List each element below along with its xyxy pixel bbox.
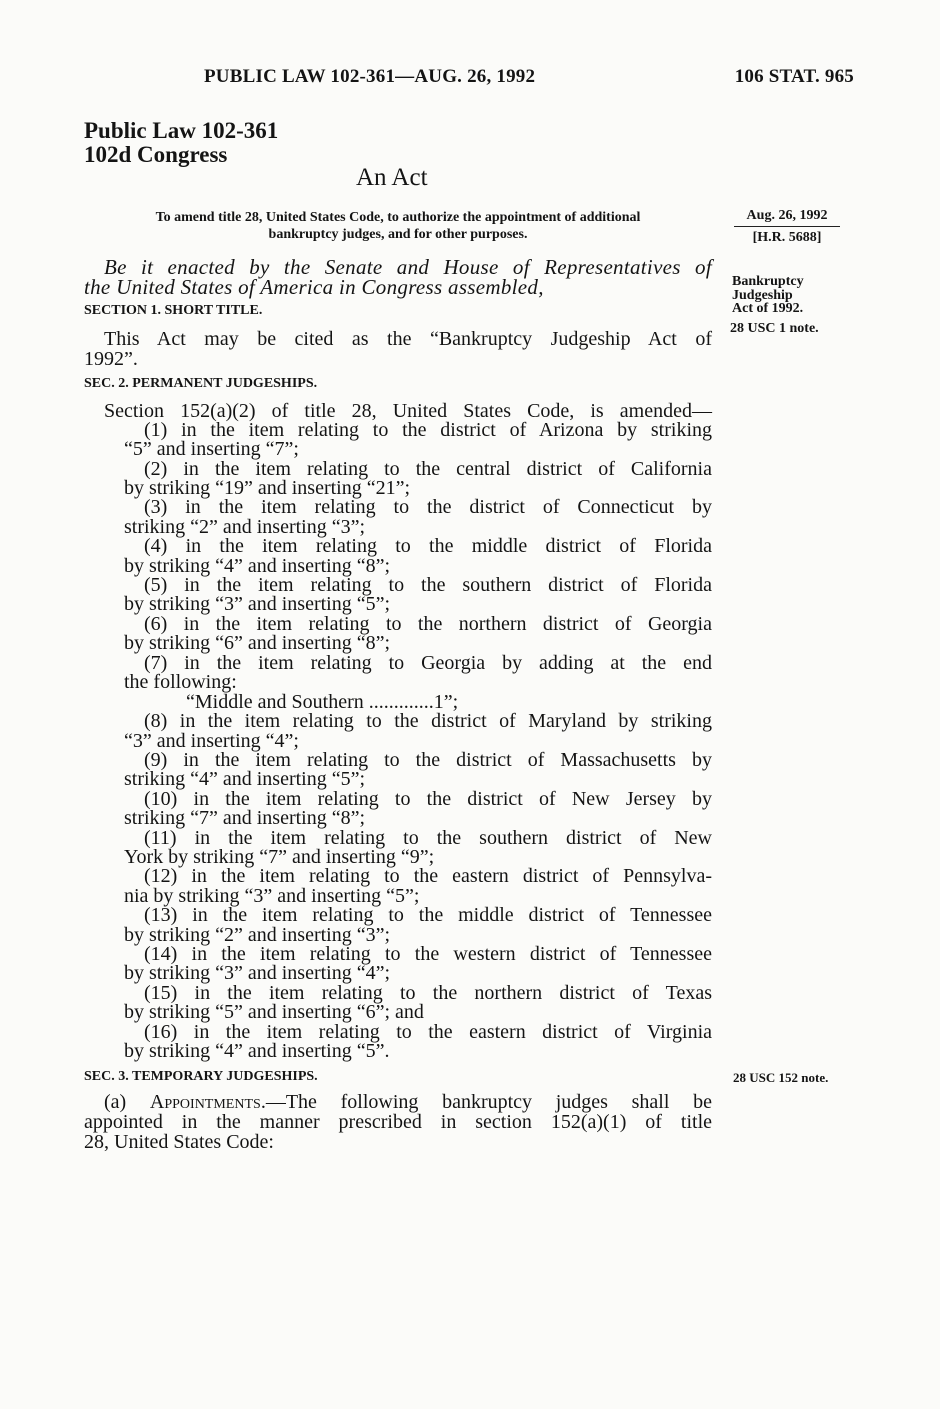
section-1-heading: SECTION 1. SHORT TITLE. <box>84 303 263 318</box>
section-2-item-line: (10) in the item relating to the district of New Jersey by <box>144 788 712 810</box>
section-2-item-line: by striking “5” and inserting “6”; and <box>124 1001 424 1023</box>
section-3-text-line-2: appointed in the manner prescribed in section 152(a)(1) of title <box>84 1111 712 1133</box>
act-title: An Act <box>356 164 428 191</box>
purpose-line-2: bankruptcy judges, and for other purposes. <box>268 227 528 242</box>
enacting-clause-line-1: Be it enacted by the Senate and House of Representatives of <box>104 255 712 279</box>
section-2-item-line: striking “4” and inserting “5”; <box>124 768 366 790</box>
enacting-clause-line-2: the United States of America in Congress assembled, <box>84 275 544 299</box>
section-2-item-line: (6) in the item relating to the northern district of Georgia <box>144 613 712 635</box>
section-2-item-line: (8) in the item relating to the district of Maryland by striking <box>144 710 712 732</box>
section-2-item-line: (16) in the item relating to the eastern district of Virginia <box>144 1021 712 1043</box>
margin-note-date: Aug. 26, 1992 <box>734 208 840 227</box>
section-2-intro: Section 152(a)(2) of title 28, United States Code, is amended— <box>104 400 712 422</box>
act-purpose <box>84 209 712 243</box>
section-2-item-line: (11) in the item relating to the southern district of New <box>144 827 712 849</box>
margin-note-bill: [H.R. 5688] <box>752 230 822 245</box>
section-2-item-line: by striking “19” and inserting “21”; <box>124 477 411 499</box>
section-2-item-line: nia by striking “3” and inserting “5”; <box>124 885 420 907</box>
section-2-item-line: (2) in the item relating to the central district of California <box>144 458 712 480</box>
section-2-item-line: by striking “3” and inserting “4”; <box>124 962 391 984</box>
section-2-item-line: striking “7” and inserting “8”; <box>124 807 366 829</box>
law-title: Public Law 102-361 <box>84 118 279 143</box>
section-2-item-line: York by striking “7” and inserting “9”; <box>124 846 435 868</box>
section-2-item-line: striking “2” and inserting “3”; <box>124 516 366 538</box>
running-head-title: PUBLIC LAW 102-361—AUG. 26, 1992 <box>204 66 536 87</box>
margin-note-usc-1: 28 USC 1 note. <box>730 321 819 336</box>
section-3-text-line-1: (a) Appointments.—The following bankruptcy judges shall be <box>104 1091 712 1113</box>
section-1-text-line-2: 1992”. <box>84 348 138 370</box>
section-2-item-line: by striking “3” and inserting “5”; <box>124 593 391 615</box>
section-2-item-line: by striking “4” and inserting “8”; <box>124 555 391 577</box>
section-2-item-line: (13) in the item relating to the middle district of Tennessee <box>144 904 712 926</box>
section-2-item-line: by striking “4” and inserting “5”. <box>124 1040 390 1062</box>
section-2-item-line: (5) in the item relating to the southern district of Florida <box>144 574 712 596</box>
section-2-item-line: (4) in the item relating to the middle district of Florida <box>144 535 712 557</box>
section-3-heading: SEC. 3. TEMPORARY JUDGESHIPS. <box>84 1069 318 1084</box>
section-2-heading: SEC. 2. PERMANENT JUDGESHIPS. <box>84 376 318 391</box>
section-2-item-line: the following: <box>124 671 237 693</box>
purpose-line-1: To amend title 28, United States Code, to authorize the appointment of additional <box>155 210 641 225</box>
section-2-item-line: (7) in the item relating to Georgia by adding at the end <box>144 652 712 674</box>
section-2-item-line: “Middle and Southern .............1”; <box>186 691 459 713</box>
section-2-item-line: (15) in the item relating to the northern district of Texas <box>144 982 712 1004</box>
section-2-item-line: (3) in the item relating to the district of Connecticut by <box>144 496 712 518</box>
section-2-item-line: (14) in the item relating to the western district of Tennessee <box>144 943 712 965</box>
section-2-item-line: (12) in the item relating to the eastern district of Pennsylva- <box>144 865 712 887</box>
section-2-item-line: by striking “2” and inserting “3”; <box>124 924 391 946</box>
law-congress: 102d Congress <box>84 142 228 167</box>
section-2-item-line: (9) in the item relating to the district of Massachusetts by <box>144 749 712 771</box>
section-3-text-line-3: 28, United States Code: <box>84 1131 274 1153</box>
running-head-stat-ref: 106 STAT. 965 <box>734 66 854 87</box>
section-2-item-line: (1) in the item relating to the district of Arizona by striking <box>144 419 712 441</box>
section-1-text-line-1: This Act may be cited as the “Bankruptcy Judgeship Act of <box>104 328 712 350</box>
section-2-item-line: “3” and inserting “4”; <box>124 730 299 752</box>
section-2-item-line: by striking “6” and inserting “8”; <box>124 632 391 654</box>
margin-note-short-title: Bankruptcy Judgeship Act of 1992. <box>732 274 804 316</box>
margin-note-usc-152: 28 USC 152 note. <box>733 1070 829 1085</box>
section-2-item-line: “5” and inserting “7”; <box>124 438 299 460</box>
appointments-small-caps: Appointments <box>149 1091 261 1113</box>
